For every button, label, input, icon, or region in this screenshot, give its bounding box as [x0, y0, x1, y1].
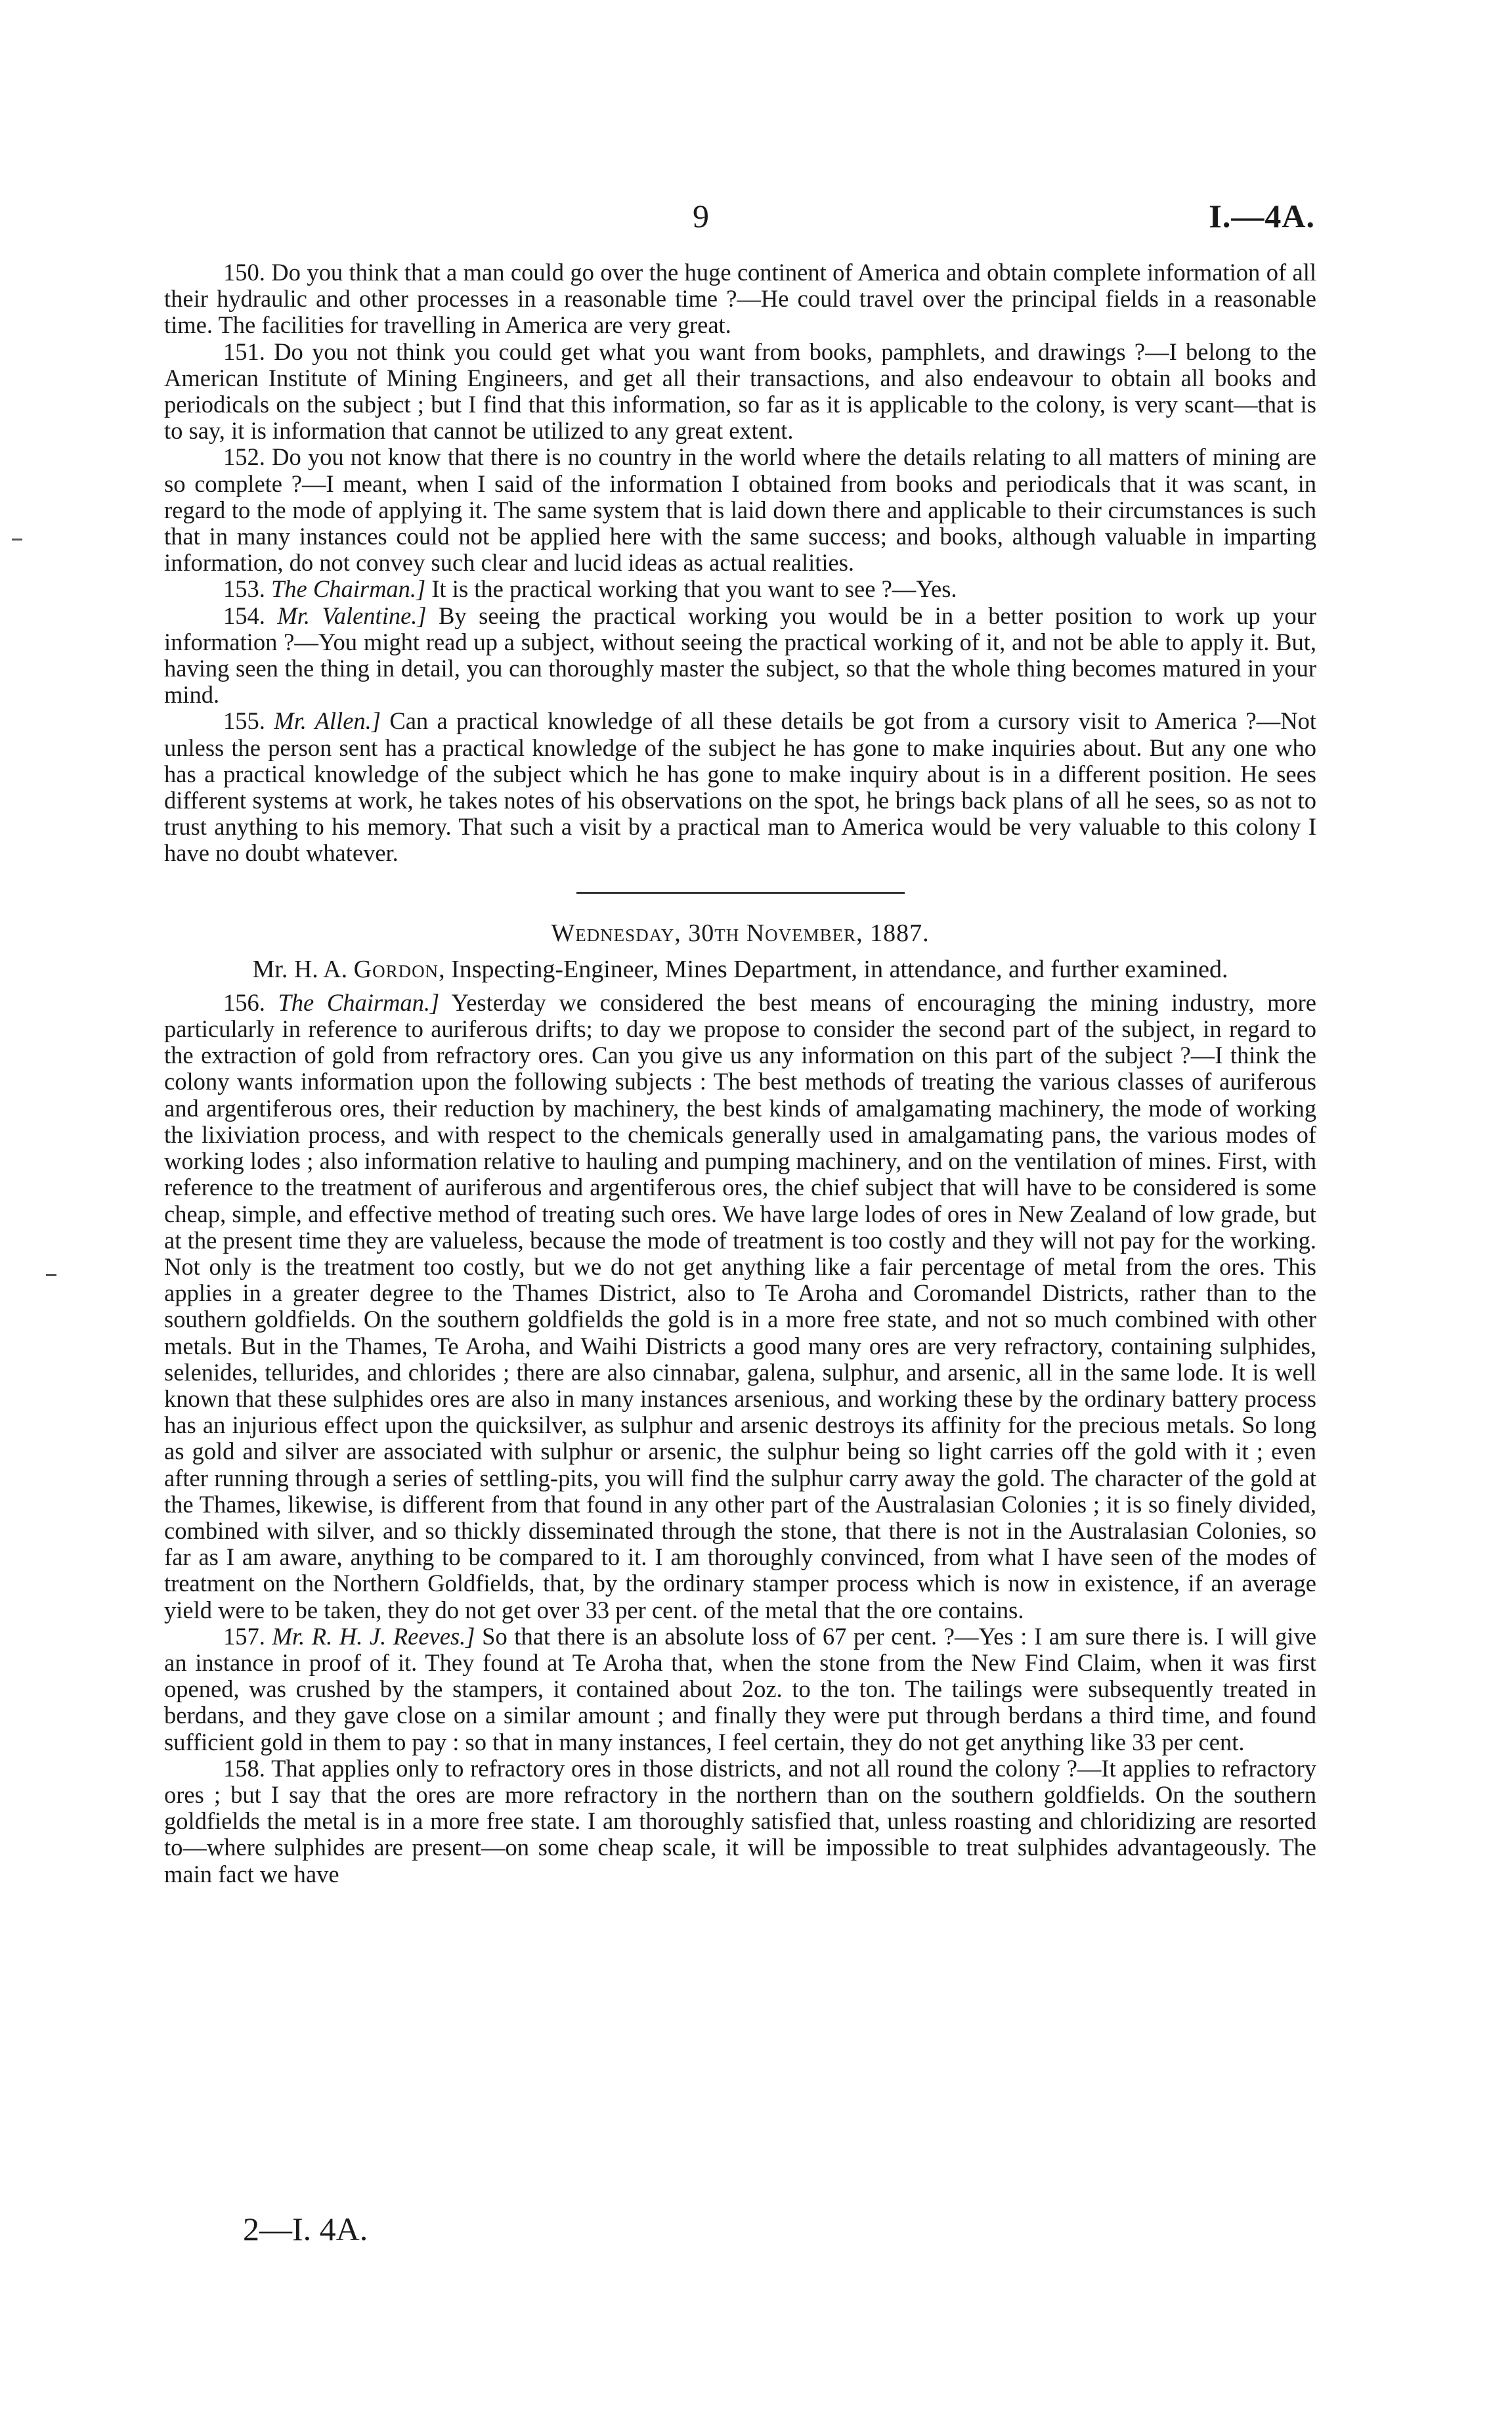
- paragraph: [164, 1623, 1316, 1755]
- paragraph-number: 156.: [223, 988, 265, 1016]
- paragraph-text: Do you not think you could get what you want from books, pamphlets, and drawings ?—I belong to the American Institute of Mining Engineers, and get all their transactions, and also endeavour to obtain all books and periodicals on the subject ; but I find that this information, so far as it is applicable to the colony, is very scant—that is to say, it is information that cannot be utilized to any great extent.: [164, 338, 1316, 445]
- paragraph-number: 157.: [223, 1622, 265, 1650]
- margin-mark: [46, 1274, 56, 1276]
- speaker: Mr. Valentine.]: [277, 602, 427, 629]
- witness-description: , Inspecting-Engineer, Mines Department, in attendance, and further examined.: [439, 955, 1228, 983]
- paragraph-text: Do you not know that there is no country in the world where the details relating to all matters of mining are so complete ?—I meant, when I said of the information I obtained from books and periodicals that it was scant, in regard to the mode of applying it. The same system that is laid down there and applicable to their circumstances is such that in many instances could not be applied here with the same success; and books, although valuable in imparting information, do not convey such clear and lucid ideas as actual realities.: [164, 443, 1317, 577]
- paragraph: [164, 603, 1316, 709]
- document-reference: I.—4A.: [1209, 198, 1315, 234]
- witness-prefix: Mr. H. A.: [252, 955, 348, 983]
- opening-section: [164, 259, 1316, 867]
- paragraph-number: 151.: [223, 338, 265, 365]
- paragraph-text: Can a practical knowledge of all these details be got from a cursory visit to America ?—Not unless the person sent has a practical knowledge of the subject he has gone to make inquiries about. But any one who has a practical knowledge of the subject which he has gone to make inquiry about is in a different position. He sees different systems at work, he takes notes of his observations on the spot, he brings back plans of all he sees, so as not to trust anything to his memory. That such a visit by a practical man to America would be very valuable to this colony I have no doubt whatever.: [164, 707, 1317, 867]
- paragraph: [164, 339, 1316, 445]
- margin-mark: [12, 539, 22, 541]
- paragraph: [164, 990, 1316, 1623]
- witness-name: Gordon: [353, 955, 439, 983]
- paragraph: [164, 259, 1316, 339]
- session-date: Wednesday, 30th November, 1887.: [551, 919, 930, 947]
- paragraph-number: 153.: [223, 575, 265, 603]
- text-column: [164, 259, 1316, 1887]
- paragraph-text: That applies only to refractory ores in those districts, and not all round the colony ?—It applies to refractory ores ; but I say that the ores are more refractory in the northern than on the southern goldfields. On the southern goldfields the metal is in a more free state. I am thoroughly satisfied that, unless roasting and chloridizing are resorted to—where sulphides are present—on some cheap scale, it will be impossible to treat sulphides advantageously. The main fact we have: [164, 1754, 1316, 1887]
- speaker: Mr. R. H. J. Reeves.]: [272, 1622, 475, 1650]
- paragraph: [164, 1755, 1316, 1887]
- paragraph-number: 158.: [223, 1754, 265, 1782]
- signature-mark: 2—I. 4A.: [243, 2211, 368, 2247]
- paragraph-text: Yesterday we considered the best means of encouraging the mining industry, more particularly in reference to auriferous drifts; to day we propose to consider the second part of the subject, in regard to the extraction of gold from refractory ores. Can you give us any information on this part of the subject ?—I think the colony wants information upon the following subjects : The best methods of treating the various classes of auriferous and argentiferous ores, their reduction by machinery, the best kinds of amalgamating machinery, the mode of working the lixiviation process, and with respect to the chemicals generally used in amalgamating pans, the various modes of working lodes ; also information relative to hauling and pumping machinery, and on the ventilation of mines. First, with reference to the treatment of auriferous and argentiferous ores, the chief subject that will have to be considered is some cheap, simple, and effective method of treating such ores. We have large lodes of ores in New Zealand of low grade, but at the present time they are valueless, because the mode of treatment is too costly and they will not pay for the working. Not only is the treatment too costly, but we do not get anything like a fair percentage of metal from the ores. This applies in a greater degree to the Thames District, also to Te Aroha and Coromandel Districts, rather than to the southern goldfields. On the southern goldfields the gold is in a more free state, and not so much combined with other metals. But in the Thames, Te Aroha, and Waihi Districts a good many ores are very refractory, containing sulphides, selenides, tellurides, and chlorides ; there are also cinnabar, galena, sulphur, and arsenic, all in the same lode. It is well known that these sulphides ores are also in many instances arsenious, and working these by the ordinary battery process has an injurious effect upon the quicksilver, as sulphur and arsenic destroys its affinity for the precious metals. So long as gold and silver are associated with sulphur or arsenic, the sulphur being so light carries off the gold with it ; even after running through a series of settling-pits, you will find the sulphur carry away the gold. The character of the gold at the Thames, likewise, is different from that found in any other part of the Australasian Colonies ; it is so finely divided, combined with silver, and so thickly disseminated through the stone, that there is not in the Australasian Colonies, so far as I am aware, anything to be compared to it. I am thoroughly convinced, from what I have seen of the modes of treatment on the Northern Goldfields, that, by the ordinary stamper process which is now in existence, if an average yield were to be taken, they do not get over 33 per cent. of the metal that the ore contains.: [164, 988, 1316, 1623]
- paragraph-number: 154.: [223, 602, 265, 629]
- session-section: [164, 990, 1316, 1887]
- paragraph-number: 152.: [223, 443, 265, 471]
- speaker: The Chairman.]: [278, 988, 440, 1016]
- page-number: 9: [693, 198, 709, 234]
- speaker: Mr. Allen.]: [274, 707, 381, 735]
- paragraph: [164, 444, 1316, 576]
- speaker: The Chairman.]: [271, 575, 426, 603]
- paragraph-text: Do you think that a man could go over the huge continent of America and obtain complete information of all their hydraulic and other processes in a reasonable time ?—He could travel over the principal fields in a reasonable time. The facilities for travelling in America are very great.: [164, 259, 1317, 339]
- paragraph-text: By seeing the practical working you would be in a better position to work up your information ?—You might read up a subject, without seeing the practical working of it, and not be able to apply it. But, having seen the thing in detail, you can thoroughly master the subject, so that the whole thing becomes matured in your mind.: [164, 602, 1317, 709]
- section-divider: [576, 892, 905, 894]
- paragraph: [164, 576, 1316, 602]
- paragraph: [164, 708, 1316, 866]
- paragraph-number: 150.: [223, 259, 265, 286]
- paragraph-text: So that there is an absolute loss of 67 per cent. ?—Yes : I am sure there is. I will give an instance in proof of it. They found at Te Aroha that, when the stone from the New Find Claim, when it was first opened, was crushed by the stampers, it contained about 2oz. to the ton. The tailings were subsequently treated in berdans, and they gave close on a similar amount ; and finally they were put through berdans a third time, and found sufficient gold in them to pay : so that in many instances, I feel certain, they do not get anything like 33 per cent.: [164, 1622, 1317, 1755]
- paragraph-number: 155.: [223, 707, 265, 735]
- paragraph-text: It is the practical working that you want to see ?—Yes.: [431, 575, 957, 603]
- witness-heading: [164, 956, 1316, 983]
